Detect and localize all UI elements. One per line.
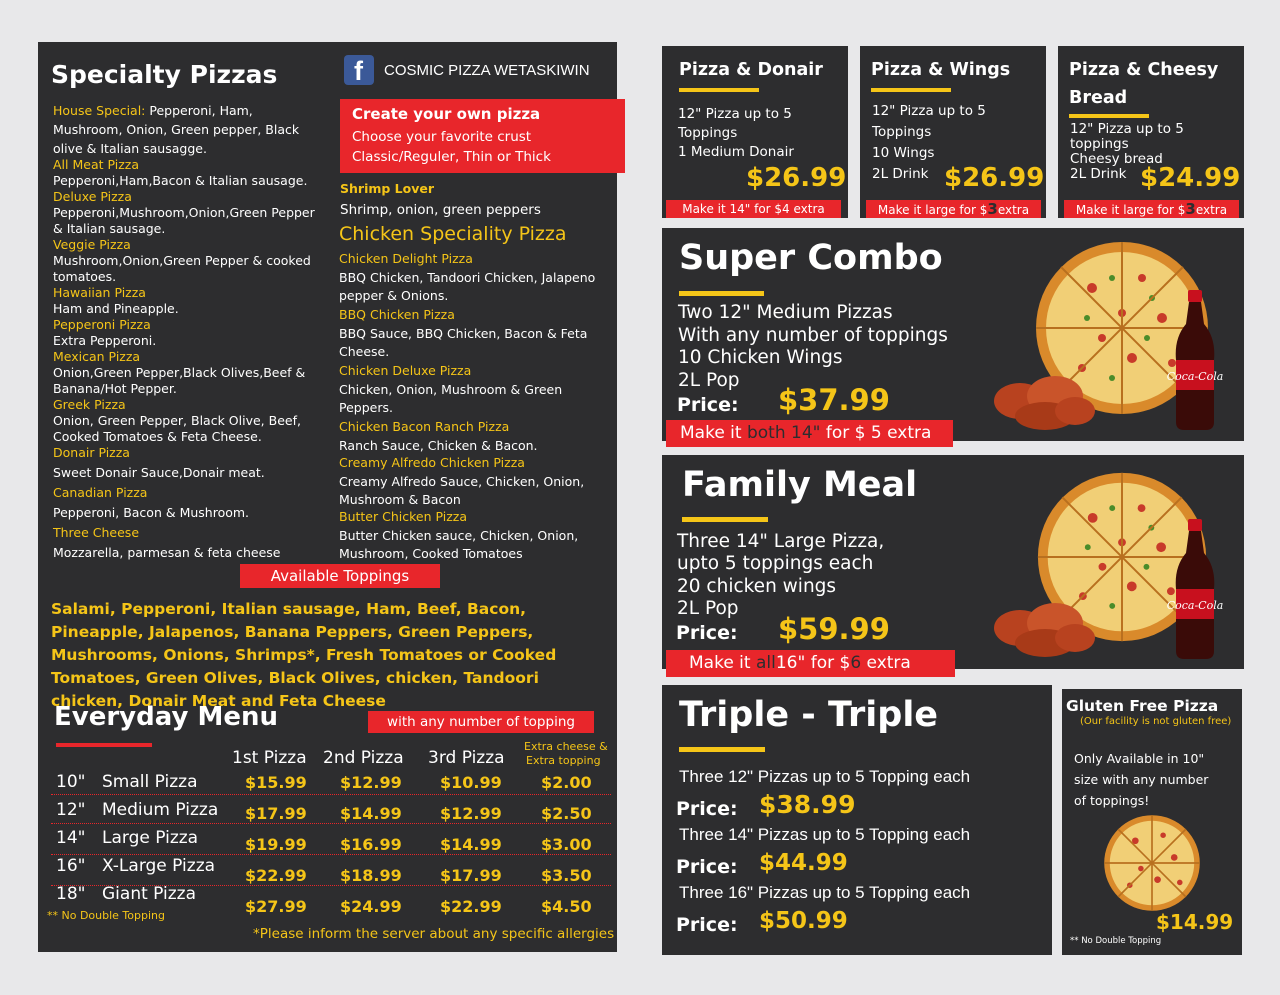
list-item [53,397,325,445]
pizza-description: Onion,Green Pepper,Black Olives,Beef & Banana/Hot Pepper. [53,365,306,396]
name-cell: Medium Pizza [102,800,219,820]
list-item [339,419,607,455]
triple-triple-panel [662,685,1052,955]
pizza-description: Onion, Green Pepper, Black Olive, Beef, Cooked Tomatoes & Feta Cheese. [53,413,301,444]
family-line: 2L Pop [677,598,739,619]
combo-upgrade [666,420,953,447]
family-meal-panel [662,455,1244,673]
combo-line: Two 12" Medium Pizzas [678,302,893,323]
gluten-subtitle: (Our facility is not gluten free) [1080,716,1232,727]
pizza-name: Butter Chicken Pizza [339,509,467,524]
name-cell: Small Pizza [102,772,198,792]
deal-line: 2L Drink [1070,166,1127,182]
triple-title-underline [679,747,765,752]
family-title-underline [682,517,768,522]
col-header-extra-2: Extra topping [526,754,601,767]
pizza-description: Creamy Alfredo Sauce, Chicken, Onion, Mushroom & Bacon [339,474,585,507]
upgrade-text-mid: 16" for $ [775,653,851,673]
upgrade-text-end: extra [997,203,1030,217]
specialty-title: Specialty Pizzas [51,60,278,89]
list-item [53,445,325,481]
triple-title: Triple - Triple [679,695,939,735]
allergy-note: *Please inform the server about any specific allergies [253,926,615,942]
pizza-name: Three Cheese [53,525,140,540]
size-cell: 14" [56,828,86,848]
price-label: Price: [676,914,738,936]
price-cell: $15.99 [245,773,307,792]
cola-bottle-image [1166,519,1224,661]
price-label: Price: [676,798,738,820]
triple-desc: Three 12" Pizzas up to 5 Topping each [679,767,971,786]
triple-price: $38.99 [759,790,856,819]
list-item [53,157,325,189]
price-cell: $17.99 [440,866,502,885]
chicken-list [339,251,607,563]
no-double-topping-note: ** No Double Topping [47,909,165,922]
combo-title: Super Combo [679,238,943,278]
pizza-description: BBQ Chicken, Tandoori Chicken, Jalapeno pepper & Onions. [339,270,596,303]
price-cell: $17.99 [245,804,307,823]
size-cell: 18" [56,884,86,904]
upgrade-amount: 3 [1185,200,1196,218]
deal-title-underline [679,88,759,92]
triple-price: $44.99 [759,850,848,876]
price-label: Price: [677,394,739,416]
col-header-3rd: 3rd Pizza [428,748,505,768]
gluten-price: $14.99 [1156,910,1234,934]
pizza-name: Creamy Alfredo Chicken Pizza [339,455,525,470]
upgrade-text-end: for $ 5 extra [820,423,932,443]
cola-bottle-image [1166,290,1224,432]
deal-line: 12" Pizza up to 5 [678,106,792,122]
facebook-icon: f [344,55,374,85]
deal-title: Pizza & Wings [871,60,1011,80]
row-divider [51,794,611,795]
deal-line: toppings [1070,136,1129,152]
list-item [53,349,325,397]
upgrade-amount: 3 [987,200,998,218]
price-cell: $19.99 [245,835,307,854]
deal-line: 1 Medium Donair [678,144,794,160]
col-header-1st: 1st Pizza [232,748,307,768]
triple-desc: Three 16" Pizzas up to 5 Topping each [679,883,971,902]
deal-price: $26.99 [944,163,1045,193]
pizza-name: BBQ Chicken Pizza [339,307,455,322]
name-cell: Large Pizza [102,828,199,848]
chicken-wings-image [990,356,1100,431]
deal-card-pizza-cheesy-bread [1058,46,1244,218]
price-cell: $22.99 [440,897,502,916]
deal-card-pizza-donair [662,46,848,218]
family-line: upto 5 toppings each [677,553,874,574]
deal-title-underline [871,88,951,92]
pizza-description: Chicken, Onion, Mushroom & Green Peppers. [339,382,563,415]
price-cell: $18.99 [340,866,402,885]
deal-line: Toppings [872,124,932,140]
deal-line: 12" Pizza up to 5 [872,103,986,119]
family-line: Three 14" Large Pizza, [677,531,885,552]
deal-price: $24.99 [1140,163,1241,193]
deal-title: Pizza & Donair [679,60,823,80]
pizza-description: Pepperoni, Bacon & Mushroom. [53,505,250,520]
available-toppings-text: Salami, Pepperoni, Italian sausage, Ham, Beef, Bacon, Pineapple, Jalapenos, Banana Peppers, Green Peppers, Mushrooms, Onions, Shrimps*, Fresh Tomatoes or Cooked Tomatoes, Green Olives, Black Olives, chicken, Tandoori chicken, Donair Meat and Feta Cheese [51,600,557,710]
price-label: Price: [676,856,738,878]
pizza-description: Pepperoni,Ham,Bacon & Italian sausage. [53,173,308,188]
price-cell: $3.50 [541,866,592,885]
specialty-list [53,100,325,561]
price-cell: $10.99 [440,773,502,792]
create-line-1: Choose your favorite crust [352,129,532,145]
gluten-free-panel [1062,689,1242,955]
name-cell: X-Large Pizza [102,856,216,876]
pizza-description: Pepperoni, Ham, Mushroom, Onion, Green pepper, Black olive & Italian sausagge. [53,103,300,156]
list-item [339,251,607,305]
deal-upgrade [1064,200,1239,218]
deal-line: Toppings [678,125,738,141]
family-line: 20 chicken wings [677,576,837,597]
pizza-description: Mozzarella, parmesan & feta cheese [53,545,281,560]
name-cell: Giant Pizza [102,884,197,904]
pizza-description: Pepperoni,Mushroom,Onion,Green Pepper & Italian sausage. [53,205,315,236]
triple-desc: Three 14" Pizzas up to 5 Topping each [679,825,971,844]
family-upgrade [666,650,955,677]
specialty-menu-panel [38,42,617,952]
deal-line: 2L Drink [872,166,929,182]
list-item [53,525,325,561]
triple-price: $50.99 [759,908,848,934]
pizza-description: Ham and Pineapple. [53,301,179,316]
deal-title-2: Bread [1069,88,1128,108]
pizza-name: House Special: [53,103,146,118]
size-cell: 10" [56,772,86,792]
deal-upgrade: Make it 14" for $4 extra [666,200,841,218]
upgrade-highlight: both 14" [746,423,821,443]
upgrade-text: Make it [689,653,756,673]
gluten-line: Only Available in 10" [1074,751,1205,766]
upgrade-text-end: extra [861,653,911,673]
list-item [339,455,607,509]
super-combo-panel [662,228,1244,441]
row-divider [51,823,611,824]
price-cell: $12.99 [440,804,502,823]
pizza-name: Greek Pizza [53,397,126,412]
price-cell: $2.50 [541,804,592,823]
list-item [53,317,325,349]
pizza-name: Chicken Deluxe Pizza [339,363,472,378]
combo-line: 2L Pop [678,370,740,391]
price-cell: $14.99 [340,804,402,823]
any-topping-badge: with any number of topping [368,711,594,733]
pizza-description: Sweet Donair Sauce,Donair meat. [53,465,265,480]
family-price: $59.99 [778,612,890,646]
upgrade-amount: 6 [850,653,862,673]
col-header-extra-1: Extra cheese & [524,740,608,753]
price-cell: $22.99 [245,866,307,885]
list-item [53,485,325,521]
deal-line: 10 Wings [872,145,935,161]
cola-logo-text: Coca-Cola [1166,599,1224,612]
col-header-2nd: 2nd Pizza [323,748,404,768]
pizza-name: Chicken Bacon Ranch Pizza [339,419,510,434]
list-item [339,509,607,563]
price-cell: $3.00 [541,835,592,854]
create-line-2: Classic/Reguler, Thin or Thick [352,149,551,165]
shrimp-lover-name: Shrimp Lover [340,181,435,196]
deal-upgrade [866,200,1041,218]
gluten-line: size with any number [1074,772,1209,787]
pizza-description: Mushroom,Onion,Green Pepper & cooked tomatoes. [53,253,311,284]
price-cell: $2.00 [541,773,592,792]
list-item [339,307,607,361]
everyday-menu-title: Everyday Menu [54,702,278,732]
chicken-speciality-title: Chicken Speciality Pizza [339,223,567,245]
pizza-name: Mexican Pizza [53,349,141,364]
pizza-description: BBQ Sauce, BBQ Chicken, Bacon & Feta Cheese. [339,326,588,359]
facebook-page-name: COSMIC PIZZA WETASKIWIN [384,62,590,79]
gluten-line: of toppings! [1074,793,1150,808]
shrimp-lover-description: Shrimp, onion, green peppers [340,202,541,218]
upgrade-text: Make it [680,423,747,443]
pizza-description: Ranch Sauce, Chicken & Bacon. [339,438,538,453]
pizza-name: Donair Pizza [53,445,130,460]
pizza-name: Pepperoni Pizza [53,317,151,332]
price-cell: $4.50 [541,897,592,916]
deal-title-underline [1069,114,1149,118]
chicken-wings-image [990,583,1100,658]
size-cell: 12" [56,800,86,820]
deal-card-pizza-wings [860,46,1046,218]
pizza-name: Chicken Delight Pizza [339,251,473,266]
available-toppings-label: Available Toppings [240,564,440,588]
cola-logo-text: Coca-Cola [1166,370,1224,383]
create-title: Create your own pizza [352,105,541,123]
row-divider [51,854,611,855]
combo-line: With any number of toppings [678,325,948,346]
pizza-image [1102,813,1202,913]
pizza-description: Butter Chicken sauce, Chicken, Onion, Mushroom, Cooked Tomatoes [339,528,579,561]
pizza-name: Hawaiian Pizza [53,285,146,300]
list-item [53,189,325,237]
pizza-name: Deluxe Pizza [53,189,132,204]
list-item [339,363,607,417]
upgrade-text-end: extra [1195,203,1228,217]
pizza-description: Extra Pepperoni. [53,333,157,348]
gluten-note: ** No Double Topping [1070,936,1162,946]
pizza-name: All Meat Pizza [53,157,139,172]
list-item [53,285,325,317]
deal-title: Pizza & Cheesy [1069,60,1219,80]
price-cell: $14.99 [440,835,502,854]
combo-title-underline [679,291,764,296]
upgrade-text: Make it large for $ [877,203,988,217]
pizza-name: Canadian Pizza [53,485,148,500]
price-cell: $12.99 [340,773,402,792]
pizza-name: Veggie Pizza [53,237,131,252]
combo-price: $37.99 [778,383,890,417]
list-item [53,237,325,285]
price-cell: $16.99 [340,835,402,854]
deal-line: Cheesy bread [1070,151,1163,167]
everyday-title-underline [56,743,152,747]
gluten-title: Gluten Free Pizza [1066,697,1219,715]
combo-line: 10 Chicken Wings [678,347,843,368]
price-label: Price: [676,622,738,644]
list-item [53,100,325,157]
deal-line: 12" Pizza up to 5 [1070,121,1184,137]
price-cell: $24.99 [340,897,402,916]
size-cell: 16" [56,856,86,876]
deal-price: $26.99 [746,163,847,193]
family-title: Family Meal [682,465,918,505]
upgrade-text: Make it large for $ [1075,203,1186,217]
upgrade-highlight: all [755,653,776,673]
price-cell: $27.99 [245,897,307,916]
